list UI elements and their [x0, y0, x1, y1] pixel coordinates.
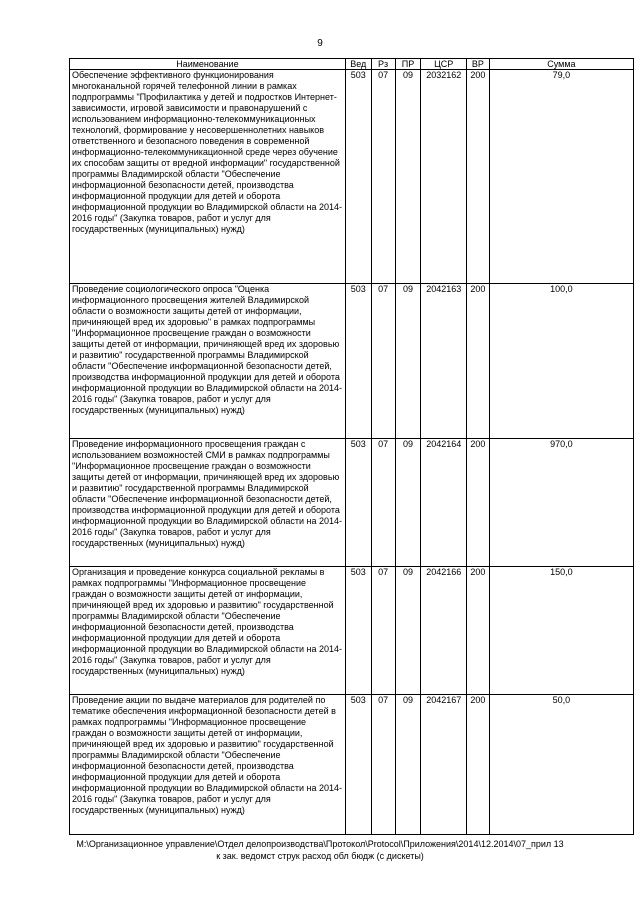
cell-vr: 200: [467, 695, 490, 835]
cell-name: Проведение информационного просвещения граждан с использованием возможностей СМИ в рамках подпрограммы "Информационное просвещение граждан о возможности защиты детей от информации, причиняющей вред их здоровью и развитию" государственной программы Владимирской области "Обеспечение информационной безопасности детей, производства информационной продукции для детей и оборота информационной продукции во Владимирской области на 2014-2016 годы" (Закупка товаров, работ и услуг для государственных (муниципальных) нужд): [70, 439, 346, 567]
cell-rz: 07: [371, 284, 395, 439]
table-row: [70, 695, 634, 835]
header-rz: Рз: [371, 59, 395, 70]
budget-table: [69, 58, 634, 835]
page-number: 9: [317, 38, 323, 49]
cell-rz: 07: [371, 567, 395, 695]
cell-ved: 503: [345, 70, 371, 284]
header-csr: ЦСР: [421, 59, 467, 70]
cell-sum: 100,0: [489, 284, 633, 439]
cell-vr: 200: [467, 439, 490, 567]
cell-ved: 503: [345, 284, 371, 439]
cell-sum: 970,0: [489, 439, 633, 567]
cell-ved: 503: [345, 439, 371, 567]
cell-sum: 50,0: [489, 695, 633, 835]
header-sum: Сумма: [489, 59, 633, 70]
cell-sum: 79,0: [489, 70, 633, 284]
table-row: [70, 439, 634, 567]
cell-rz: 07: [371, 695, 395, 835]
cell-rz: 07: [371, 439, 395, 567]
header-name: Наименование: [70, 59, 346, 70]
cell-name: Проведение акции по выдаче материалов для родителей по тематике обеспечения информационной безопасности детей в рамках подпрограммы "Информационное просвещение граждан о возможности защиты детей от информации, причиняющей вред их здоровью и развитию" государственной программы Владимирской области "Обеспечение информационной безопасности детей, производства информационной продукции для детей и оборота информационной продукции во Владимирской области на 2014-2016 годы" (Закупка товаров, работ и услуг для государственных (муниципальных) нужд): [70, 695, 346, 835]
cell-pr: 09: [395, 695, 421, 835]
cell-sum: 150,0: [489, 567, 633, 695]
header-vr: ВР: [467, 59, 490, 70]
table-row: [70, 284, 634, 439]
cell-vr: 200: [467, 70, 490, 284]
cell-csr: 2042163: [421, 284, 467, 439]
cell-pr: 09: [395, 70, 421, 284]
cell-ved: 503: [345, 695, 371, 835]
table-header-row: [70, 59, 634, 70]
cell-pr: 09: [395, 567, 421, 695]
cell-vr: 200: [467, 284, 490, 439]
cell-csr: 2042164: [421, 439, 467, 567]
footer-path-line: М:\Организационное управление\Отдел делопроизводства\Протокол\Protocol\Приложения\2014\12.2014\07_прил 13: [76, 839, 564, 849]
footer-description-line: к зак. ведомст струк расход обл бюдж (с дискеты): [216, 851, 424, 861]
cell-name: Обеспечение эффективного функционирования многоканальной горячей телефонной линии в рамках подпрограммы "Профилактика у детей и подростков Интернет-зависимости, игровой зависимости и правонарушений с использованием информационно-телекоммуникационных технологий, формирование у несовершеннолетних навыков ответственного и безопасного поведения в современной информационно-телекоммуникационной среде через обучение их способам защиты от вредной информации" государственной программы Владимирской области "Обеспечение информационной безопасности детей, производства информационной продукции для детей и оборота информационной продукции во Владимирской области на 2014-2016 годы" (Закупка товаров, работ и услуг для государственных (муниципальных) нужд): [70, 70, 346, 284]
cell-csr: 2042167: [421, 695, 467, 835]
table-row: [70, 70, 634, 284]
cell-rz: 07: [371, 70, 395, 284]
cell-csr: 2042166: [421, 567, 467, 695]
header-ved: Вед: [345, 59, 371, 70]
file-path-footer: [0, 838, 640, 862]
cell-name: Организация и проведение конкурса социальной рекламы в рамках подпрограммы "Информационное просвещение граждан о возможности защиты детей от информации, причиняющей вред их здоровью и развитию" государственной программы Владимирской области "Обеспечение информационной безопасности детей, производства информационной продукции для детей и оборота информационной продукции во Владимирской области на 2014-2016 годы" (Закупка товаров, работ и услуг для государственных (муниципальных) нужд): [70, 567, 346, 695]
cell-ved: 503: [345, 567, 371, 695]
header-pr: ПР: [395, 59, 421, 70]
cell-pr: 09: [395, 439, 421, 567]
cell-name: Проведение социологического опроса "Оценка информационного просвещения жителей Владимирской области о возможности защиты детей от информации, причиняющей вред их здоровью" в рамках подпрограммы "Информационное просвещение граждан о возможности защиты детей от информации, причиняющей вред их здоровью и развитию" государственной программы Владимирской области "Обеспечение информационной безопасности детей, производства информационной продукции для детей и оборота информационной продукции во Владимирской области на 2014-2016 годы" (Закупка товаров, работ и услуг для государственных (муниципальных) нужд): [70, 284, 346, 439]
cell-vr: 200: [467, 567, 490, 695]
table-row: [70, 567, 634, 695]
cell-pr: 09: [395, 284, 421, 439]
cell-csr: 2032162: [421, 70, 467, 284]
